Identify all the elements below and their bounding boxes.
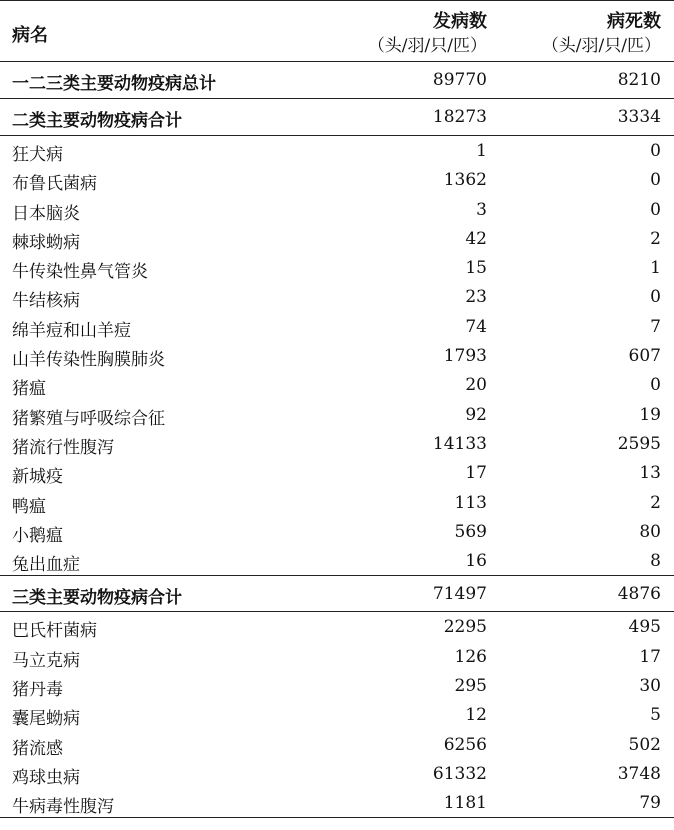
table-row: [0, 224, 674, 253]
row-deaths: 5: [650, 705, 661, 726]
row-cases: 92: [465, 404, 487, 425]
row-deaths: 13: [639, 463, 661, 484]
row-name: 日本脑炎: [12, 203, 80, 224]
row-name: 猪流行性腹泻: [12, 437, 114, 458]
row-name: 囊尾蚴病: [12, 709, 80, 730]
row-name: 狂犬病: [12, 145, 63, 165]
row-cases: 18273: [432, 107, 487, 127]
row-deaths: 30: [639, 676, 661, 697]
row-deaths: 3334: [617, 107, 661, 127]
table-row: [0, 282, 674, 311]
table-row: [0, 642, 674, 671]
row-cases: 12: [465, 705, 487, 726]
table-row: [0, 759, 674, 788]
row-name: 马立克病: [12, 650, 80, 671]
row-cases: 1: [476, 141, 487, 161]
row-cases: 3: [476, 199, 487, 220]
row-name: 绵羊痘和山羊痘: [12, 320, 131, 341]
row-name: 牛传染性鼻气管炎: [12, 262, 148, 283]
row-deaths: 1: [650, 258, 661, 279]
row-cases: 113: [454, 492, 487, 513]
row-deaths: 495: [628, 617, 661, 638]
row-cases: 15: [465, 258, 487, 279]
header-deaths-title: 病死数: [607, 11, 661, 32]
row-name: 布鲁氏菌病: [12, 174, 97, 195]
row-cases: 1181: [443, 793, 487, 814]
row-deaths: 4876: [617, 584, 661, 605]
table-row: [0, 612, 674, 641]
header-deaths-column: [542, 9, 661, 59]
row-name: 猪繁殖与呼吸综合征: [12, 408, 165, 429]
table-row: [0, 370, 674, 399]
table-row: [0, 429, 674, 458]
row-name: 山羊传染性胸膜肺炎: [12, 350, 165, 371]
table-row: [0, 546, 674, 575]
table-row: [0, 788, 674, 817]
class2-total-row: [0, 99, 674, 136]
row-deaths: 2: [650, 492, 661, 513]
header-cases-title: 发病数: [433, 11, 487, 32]
row-name: 二类主要动物疫病合计: [12, 111, 182, 131]
row-name: 猪瘟: [12, 379, 46, 400]
row-name: 一二三类主要动物疫病总计: [12, 74, 216, 94]
row-cases: 569: [454, 521, 487, 542]
class2-rows: [0, 136, 674, 575]
class3-total-row: [0, 575, 674, 612]
row-name: 棘球蚴病: [12, 232, 80, 253]
row-cases: 6256: [443, 734, 487, 755]
row-cases: 16: [465, 551, 487, 572]
row-cases: 14133: [432, 433, 487, 454]
row-deaths: 607: [628, 346, 661, 367]
row-deaths: 0: [650, 287, 661, 308]
row-cases: 126: [454, 646, 487, 667]
table-row: [0, 671, 674, 700]
row-name: 巴氏杆菌病: [12, 621, 97, 642]
table-row: [0, 341, 674, 370]
row-cases: 23: [465, 287, 487, 308]
row-cases: 42: [465, 228, 487, 249]
table-header: [0, 0, 674, 62]
table-row: [0, 165, 674, 194]
row-deaths: 0: [650, 170, 661, 191]
row-deaths: 8210: [617, 70, 661, 90]
row-deaths: 2595: [617, 433, 661, 454]
row-name: 新城疫: [12, 467, 63, 488]
row-name: 三类主要动物疫病合计: [12, 588, 182, 609]
row-name: 兔出血症: [12, 555, 80, 576]
row-name: 小鹅瘟: [12, 525, 63, 546]
row-name: 牛结核病: [12, 291, 80, 312]
row-deaths: 3748: [617, 763, 661, 784]
row-cases: 89770: [432, 70, 487, 90]
row-name: 鸡球虫病: [12, 767, 80, 788]
row-deaths: 0: [650, 199, 661, 220]
row-name: 牛病毒性腹泻: [12, 797, 114, 818]
header-disease-name: 病名: [12, 25, 48, 46]
table-row: [0, 195, 674, 224]
row-cases: 1793: [443, 346, 487, 367]
row-deaths: 8: [650, 551, 661, 572]
table-row: [0, 730, 674, 759]
row-deaths: 7: [650, 316, 661, 337]
row-cases: 61332: [432, 763, 487, 784]
row-name: 猪丹毒: [12, 680, 63, 701]
row-cases: 17: [465, 463, 487, 484]
row-deaths: 0: [650, 375, 661, 396]
row-deaths: 19: [639, 404, 661, 425]
row-deaths: 502: [628, 734, 661, 755]
row-name: 猪流感: [12, 738, 63, 759]
row-deaths: 2: [650, 228, 661, 249]
row-name: 鸭瘟: [12, 496, 46, 517]
header-cases-unit: （头/羽/只/匹）: [367, 36, 487, 56]
row-deaths: 80: [639, 521, 661, 542]
row-deaths: 17: [639, 646, 661, 667]
table-row: [0, 136, 674, 165]
table-row: [0, 488, 674, 517]
row-cases: 20: [465, 375, 487, 396]
row-cases: 71497: [432, 584, 487, 605]
table-row: [0, 253, 674, 282]
row-cases: 1362: [443, 170, 487, 191]
table-row: [0, 458, 674, 487]
header-cases-column: [368, 9, 487, 59]
grand-total-row: [0, 62, 674, 99]
row-deaths: 0: [650, 141, 661, 161]
table-row: [0, 517, 674, 546]
class3-rows: [0, 612, 674, 817]
row-deaths: 79: [639, 793, 661, 814]
table-row: [0, 312, 674, 341]
row-cases: 74: [465, 316, 487, 337]
row-cases: 295: [454, 676, 487, 697]
table-row: [0, 700, 674, 729]
table-row: [0, 400, 674, 429]
row-cases: 2295: [443, 617, 487, 638]
header-deaths-unit: （头/羽/只/匹）: [541, 36, 661, 56]
